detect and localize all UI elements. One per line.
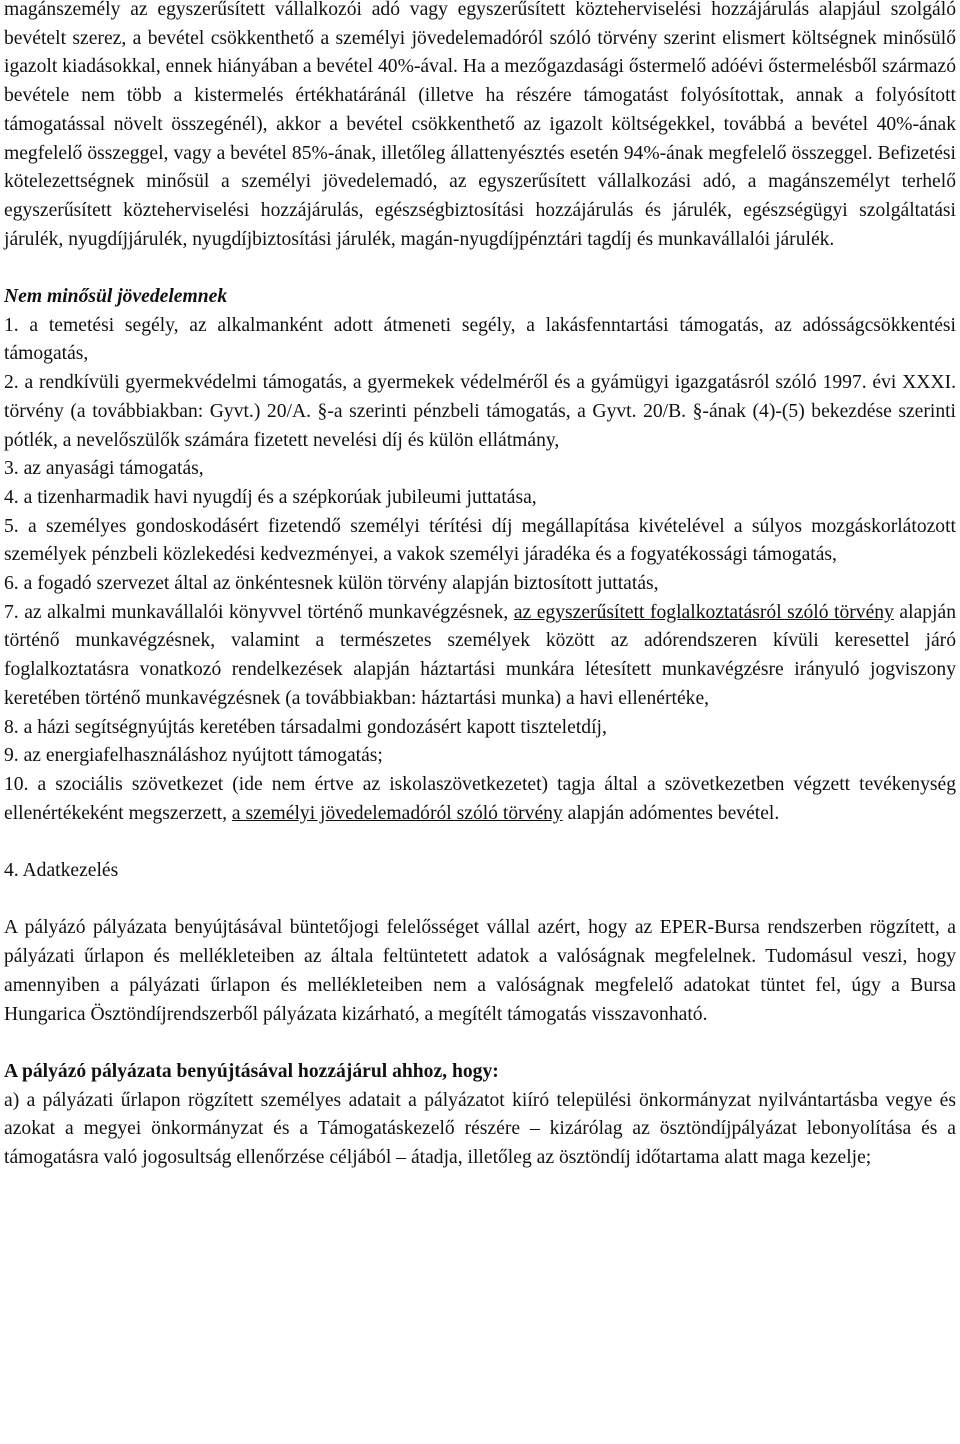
list-item-10: [4, 771, 956, 828]
spacer: [4, 1029, 956, 1058]
list-item-5: 5. a személyes gondoskodásért fizetendő személyi térítési díj megállapítása kivételével a súlyos mozgáskorlátozott személyek pénzbeli közlekedési kedvezményei, a vakok személyi járadéka és a fogyatékossági támogatás,: [4, 515, 956, 566]
section-heading-not-income: Nem minősül jövedelemnek: [4, 286, 228, 308]
intro-paragraph: magánszemély az egyszerűsített vállalkozói adó vagy egyszerűsített közteherviselési hozzájárulás alapjául szolgáló bevételt szerez, a bevétel csökkenthető a személyi jövedelemadóról szóló törvény szerint elismert költségnek minősülő igazolt kiadásokkal, ennek hiányában a bevétel 40%-ával. Ha a mezőgazdasági őstermelő adóévi őstermelésből származó bevétele nem több a kistermelés értékhatáránál (illetve ha részére támogatást folyósítottak, annak a folyósított támogatással növelt összegénél), akkor a bevétel csökkenthető az igazolt költségekkel, továbbá a bevétel 40%-ának megfelelő összeggel, vagy a bevétel 85%-ának, illetőleg állattenyésztés esetén 94%-ának megfelelő összeggel. Befizetési kötelezettségnek minősül a személyi jövedelemadó, az egyszerűsített vállalkozási adó, a magánszemélyt terhelő egyszerűsített közteherviselési hozzájárulás, egészségbiztosítási hozzájárulás és járulék, egészségügyi szolgáltatási járulék, nyugdíjjárulék, nyugdíjbiztosítási járulék, magán-nyugdíjpénztári tagdíj és munkavállalói járulék.: [4, 0, 956, 250]
personal-income-tax-law-link[interactable]: a személyi jövedelemadóról szóló törvény: [231, 802, 563, 824]
data-handling-paragraph: A pályázó pályázata benyújtásával büntetőjogi felelősséget vállal azért, hogy az EPER-Bursa rendszerben rögzített, a pályázati űrlapon és mellékleteiben az általa feltüntetett adatok a valóságnak megfelelnek. Tudomásul veszi, hogy amennyiben a pályázati űrlapon és mellékleteiben nem a valóságnak megfelelő adatokat tüntet fel, úgy a Bursa Hungarica Ösztöndíjrendszerből pályázata kizárható, a megítélt támogatás visszavonható.: [4, 917, 956, 1025]
list-item-7-text-end: alapján történő munkavégzésnek, valamint a természetes személyek között az adórendszeren kívüli keresettel járó foglalkoztatásra vonatkozó rendelkezések alapján háztartási munkára létesített munkavégzésre irányuló jogviszony keretében történő munkavégzésnek (a továbbiakban: háztartási munka) a havi ellenértéke,: [4, 601, 956, 709]
list-item-3: 3. az anyasági támogatás,: [4, 458, 204, 480]
document-page: [4, 0, 956, 1173]
consent-item-a: a) a pályázati űrlapon rögzített személyes adatait a pályázatot kiíró települési önkormányzat nyilvántartásba vegye és azokat a megyei önkormányzat és a Támogatáskezelő részére – kizárólag az ösztöndíjpályázat lebonyolítása és a támogatásra való jogosultság ellenőrzése céljából – átadja, illetőleg az ösztöndíj időtartama alatt maga kezelje;: [4, 1089, 956, 1169]
list-item-1: 1. a temetési segély, az alkalmanként adott átmeneti segély, a lakásfenntartási támogatás, az adósságcsökkentési támogatás,: [4, 314, 956, 365]
list-item-6: 6. a fogadó szervezet által az önkéntesnek külön törvény alapján biztosított juttatás,: [4, 573, 659, 595]
list-item-4: 4. a tizenharmadik havi nyugdíj és a szépkorúak jubileumi juttatása,: [4, 486, 537, 508]
simplified-employment-law-link[interactable]: az egyszerűsített foglalkoztatásról szóló törvény: [513, 601, 894, 623]
list-item-8: 8. a házi segítségnyújtás keretében társadalmi gondozásért kapott tiszteletdíj,: [4, 716, 607, 738]
list-item-7-text-start: 7. az alkalmi munkavállalói könyvvel történő munkavégzésnek,: [4, 601, 514, 623]
list-item-9: 9. az energiafelhasználáshoz nyújtott támogatás;: [4, 745, 383, 767]
list-item-10-text-start: 10. a szociális szövetkezet (ide nem értve az iskolaszövetkezetet) tagja által a szövetkezetben végzett tevékenység ellenértékeként megszerzett,: [4, 773, 956, 824]
section-heading-data-handling: 4. Adatkezelés: [4, 860, 119, 882]
list-item-2: 2. a rendkívüli gyermekvédelmi támogatás, a gyermekek védelméről és a gyámügyi igazgatásról szóló 1997. évi XXXI. törvény (a továbbiakban: Gyvt.) 20/A. §-a szerinti pénzbeli támogatás, a Gyvt. 20/B. §-ának (4)-(5) bekezdése szerinti pótlék, a nevelőszülők számára fizetett nevelési díj és külön ellátmány,: [4, 372, 956, 451]
spacer: [4, 254, 956, 283]
spacer: [4, 886, 956, 915]
section-heading-consent: A pályázó pályázata benyújtásával hozzájárul ahhoz, hogy:: [4, 1060, 499, 1082]
list-item-7: [4, 599, 956, 714]
list-item-10-text-end: alapján adómentes bevétel.: [562, 802, 780, 824]
spacer: [4, 828, 956, 857]
